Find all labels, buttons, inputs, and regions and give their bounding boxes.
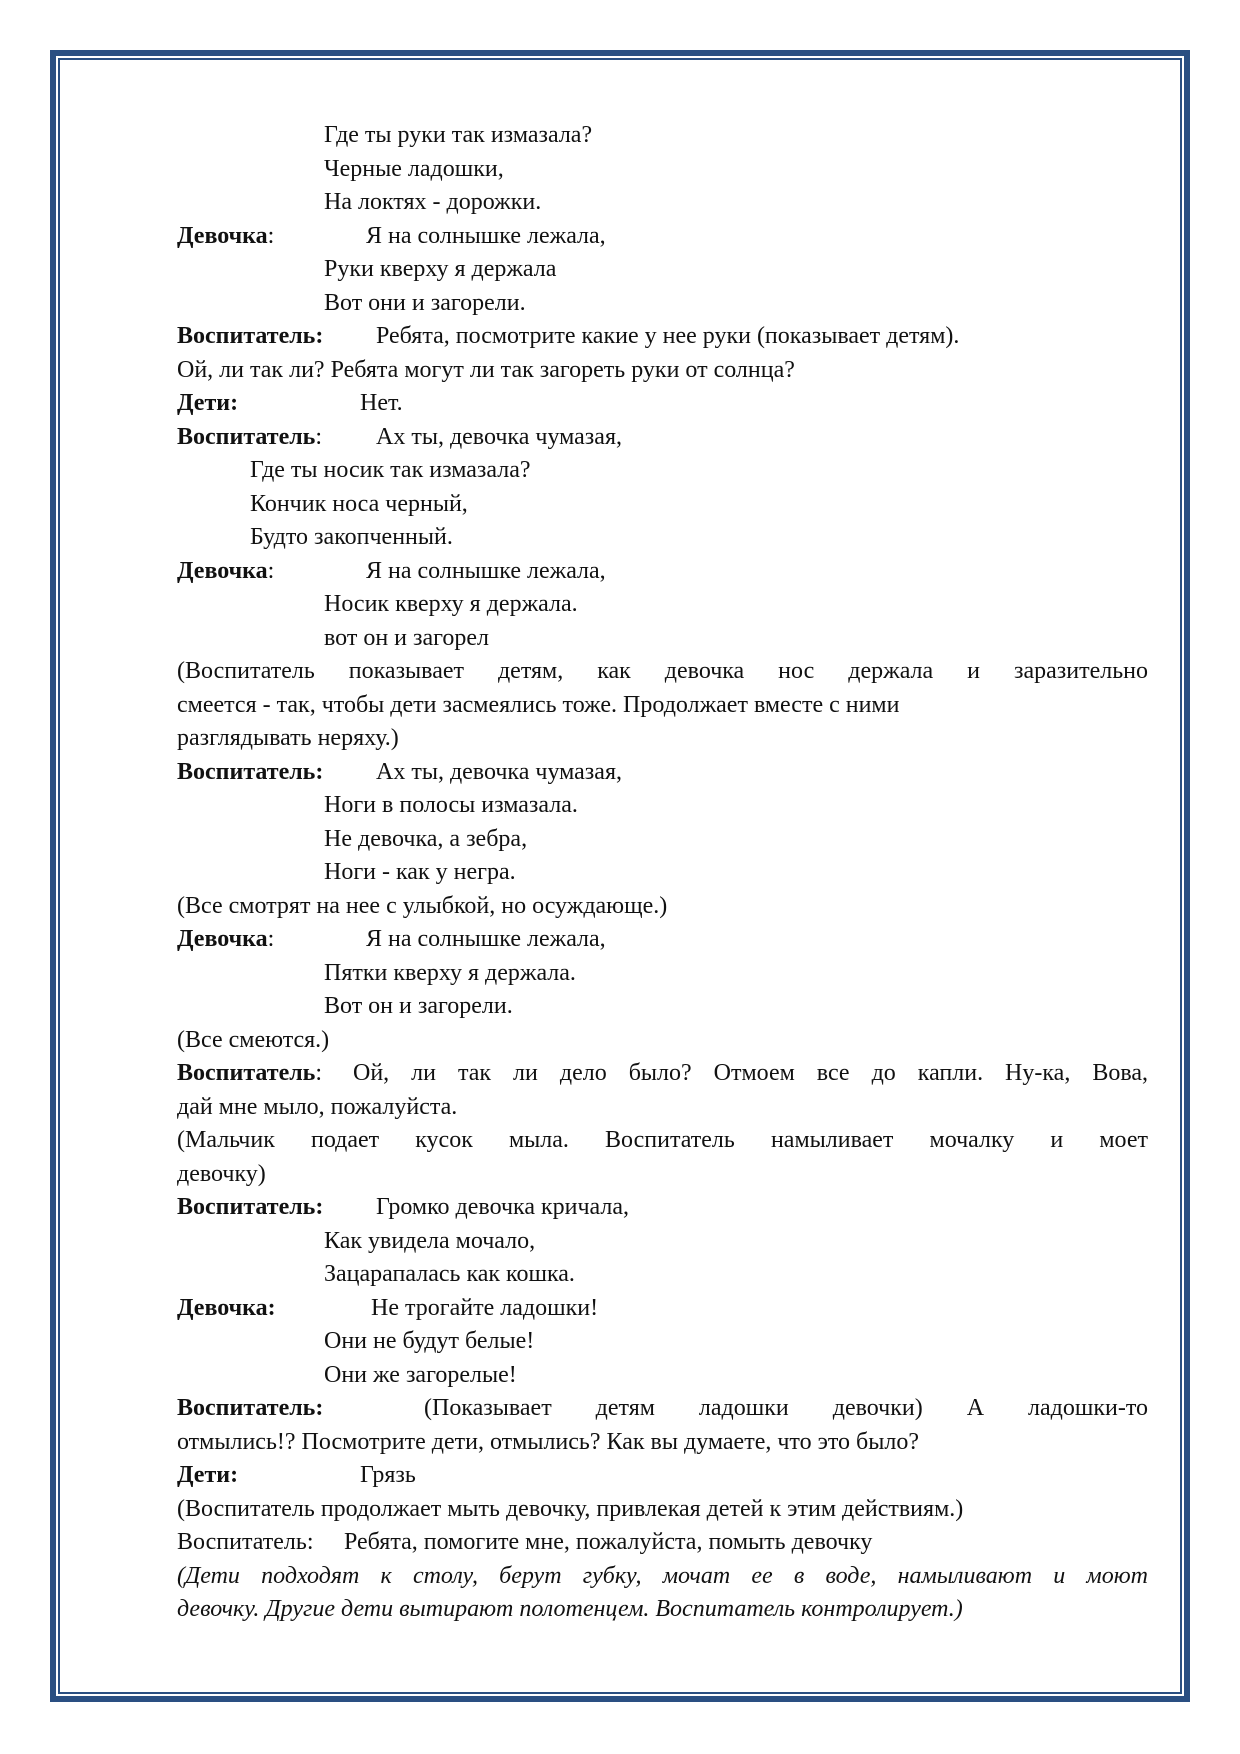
dialogue-line <box>177 220 1148 254</box>
line-text: Зацарапалась как кошка. <box>324 1261 575 1287</box>
line-text: (Показывает детям ладошки девочки) А ладошки-то <box>424 1395 1148 1421</box>
text-line <box>177 1024 1148 1058</box>
line-text: Ноги - как у негра. <box>324 859 516 885</box>
speaker-name: Девочка <box>177 926 268 952</box>
speaker-name: Воспитатель <box>177 1194 316 1220</box>
speaker-label <box>177 555 366 589</box>
speaker-name: Воспитатель <box>177 1395 316 1421</box>
speaker-label <box>177 421 376 455</box>
line-text: Ах ты, девочка чумазая, <box>376 423 622 450</box>
text-line <box>177 789 1148 823</box>
line-text: Не девочка, а зебра, <box>324 825 528 852</box>
text-line <box>177 1258 1148 1292</box>
text-line <box>177 454 1148 488</box>
line-text: Ой, ли так ли дело было? Отмоем все до капли. Ну-ка, Вова, <box>353 1060 1148 1086</box>
dialogue-line <box>177 387 1148 421</box>
speaker-label <box>177 1292 371 1326</box>
line-text: Они не будут белые! <box>324 1328 535 1354</box>
dialogue-line <box>177 1459 1148 1493</box>
line-text: дай мне мыло, пожалуйста. <box>177 1093 458 1120</box>
stage-direction-line <box>177 1560 1148 1594</box>
dialogue-line <box>177 1191 1148 1225</box>
speaker-colon: : <box>315 1395 324 1421</box>
speaker-name: Девочка <box>177 557 268 584</box>
speaker-colon: : <box>267 1294 276 1321</box>
line-text: Не трогайте ладошки! <box>371 1294 599 1321</box>
line-text: отмылись!? Посмотрите дети, отмылись? Как вы думаете, что это было? <box>177 1428 920 1455</box>
text-line <box>177 588 1148 622</box>
speaker-name: Девочка <box>177 222 268 249</box>
line-text: Где ты носик так измазала? <box>250 457 531 483</box>
line-text: Громко девочка кричала, <box>376 1194 630 1220</box>
line-text: Ребята, посмотрите какие у нее руки (показывает детям). <box>376 323 960 349</box>
text-line <box>177 488 1148 522</box>
line-text: (Воспитатель показывает детям, как девочка нос держала и заразительно <box>177 658 1148 684</box>
text-line <box>177 823 1148 857</box>
speaker-label <box>177 1459 360 1493</box>
speaker-name: Девочка <box>177 1294 268 1321</box>
text-line <box>177 1426 1148 1460</box>
line-text: Черные ладошки, <box>324 155 504 182</box>
text-line <box>177 253 1148 287</box>
text-line <box>177 990 1148 1024</box>
line-text: Руки кверху я держала <box>324 256 557 282</box>
text-line <box>177 689 1148 723</box>
text-line <box>177 856 1148 890</box>
speaker-name: Дети <box>177 1462 231 1488</box>
line-text: Нет. <box>360 390 403 416</box>
line-text: Ах ты, девочка чумазая, <box>376 758 622 785</box>
line-text: На локтях - дорожки. <box>324 189 542 215</box>
text-line <box>177 957 1148 991</box>
speaker-colon: : <box>315 323 324 349</box>
script-text <box>177 119 1148 1627</box>
text-line <box>177 1359 1148 1393</box>
dialogue-line <box>177 1057 1148 1091</box>
dialogue-line <box>177 1392 1148 1426</box>
text-line <box>177 153 1148 187</box>
dialogue-line <box>177 923 1148 957</box>
text-line <box>177 1493 1148 1527</box>
speaker-label <box>177 1191 376 1225</box>
speaker-colon: : <box>267 222 275 249</box>
speaker-label <box>177 1057 353 1091</box>
text-line <box>177 1091 1148 1125</box>
line-text: Ребята, помогите мне, пожалуйста, помыть девочку <box>344 1529 873 1555</box>
speaker-colon: : <box>267 557 275 584</box>
text-line <box>177 1158 1148 1192</box>
speaker-label <box>177 756 376 790</box>
speaker-label <box>177 1526 344 1560</box>
line-text: вот он и загорел <box>324 624 490 651</box>
line-text: Грязь <box>360 1462 416 1488</box>
speaker-colon: : <box>230 1462 239 1488</box>
speaker-label <box>177 923 366 957</box>
line-text: (Дети подходят к столу, берут губку, мочат ее в воде, намыливают и моют <box>177 1562 1148 1589</box>
speaker-name: Воспитатель <box>177 758 316 785</box>
line-text: (Мальчик подает кусок мыла. Воспитатель намыливает мочалку и моет <box>177 1127 1148 1153</box>
speaker-colon: : <box>230 390 239 416</box>
speaker-label <box>177 387 360 421</box>
line-text: девочку. Другие дети вытирают полотенцем. Воспитатель контролирует.) <box>177 1596 963 1622</box>
line-text: Я на солнышке лежала, <box>366 926 606 952</box>
text-line <box>177 1124 1148 1158</box>
text-line <box>177 521 1148 555</box>
speaker-label <box>177 320 376 354</box>
line-text: разглядывать неряху.) <box>177 725 399 751</box>
dialogue-line <box>177 421 1148 455</box>
dialogue-line <box>177 756 1148 790</box>
speaker-name: Воспитатель <box>177 1060 316 1086</box>
line-text: (Все смеются.) <box>177 1026 330 1053</box>
speaker-name: Воспитатель <box>177 1529 307 1555</box>
line-text: Вот они и загорели. <box>324 289 526 316</box>
speaker-colon: : <box>306 1529 314 1555</box>
speaker-name: Воспитатель <box>177 323 316 349</box>
text-line <box>177 354 1148 388</box>
line-text: (Все смотрят на нее с улыбкой, но осуждающе.) <box>177 892 668 919</box>
speaker-colon: : <box>315 423 323 450</box>
text-line <box>177 287 1148 321</box>
line-text: Ноги в полосы измазала. <box>324 792 578 818</box>
line-text: Они же загорелые! <box>324 1361 517 1388</box>
line-text: смеется - так, чтобы дети засмеялись тоже. Продолжает вместе с ними <box>177 691 900 718</box>
line-text: девочку) <box>177 1160 266 1187</box>
text-line <box>177 722 1148 756</box>
text-line <box>177 622 1148 656</box>
line-text: Я на солнышке лежала, <box>366 222 606 249</box>
dialogue-line <box>177 320 1148 354</box>
line-text: Пятки кверху я держала. <box>324 959 576 986</box>
text-line <box>177 890 1148 924</box>
text-line <box>177 1225 1148 1259</box>
stage-direction-line <box>177 1593 1148 1627</box>
line-text: (Воспитатель продолжает мыть девочку, привлекая детей к этим действиям.) <box>177 1495 964 1522</box>
speaker-label <box>177 220 366 254</box>
dialogue-line <box>177 1292 1148 1326</box>
line-text: Где ты руки так измазала? <box>324 122 593 148</box>
speaker-colon: : <box>315 1060 323 1086</box>
line-text: Носик кверху я держала. <box>324 591 578 617</box>
line-text: Как увидела мочало, <box>324 1227 536 1254</box>
text-line <box>177 186 1148 220</box>
line-text: Ой, ли так ли? Ребята могут ли так загореть руки от солнца? <box>177 356 795 383</box>
speaker-colon: : <box>315 1194 324 1220</box>
dialogue-line <box>177 1526 1148 1560</box>
speaker-colon: : <box>315 758 324 785</box>
line-text: Будто закопченный. <box>250 524 453 550</box>
dialogue-line <box>177 555 1148 589</box>
text-line <box>177 655 1148 689</box>
speaker-name: Воспитатель <box>177 423 316 450</box>
line-text: Я на солнышке лежала, <box>366 557 606 584</box>
speaker-label <box>177 1392 424 1426</box>
line-text: Кончик носа черный, <box>250 490 468 517</box>
speaker-name: Дети <box>177 390 231 416</box>
text-line <box>177 1325 1148 1359</box>
text-line <box>177 119 1148 153</box>
speaker-colon: : <box>267 926 275 952</box>
line-text: Вот он и загорели. <box>324 993 513 1019</box>
